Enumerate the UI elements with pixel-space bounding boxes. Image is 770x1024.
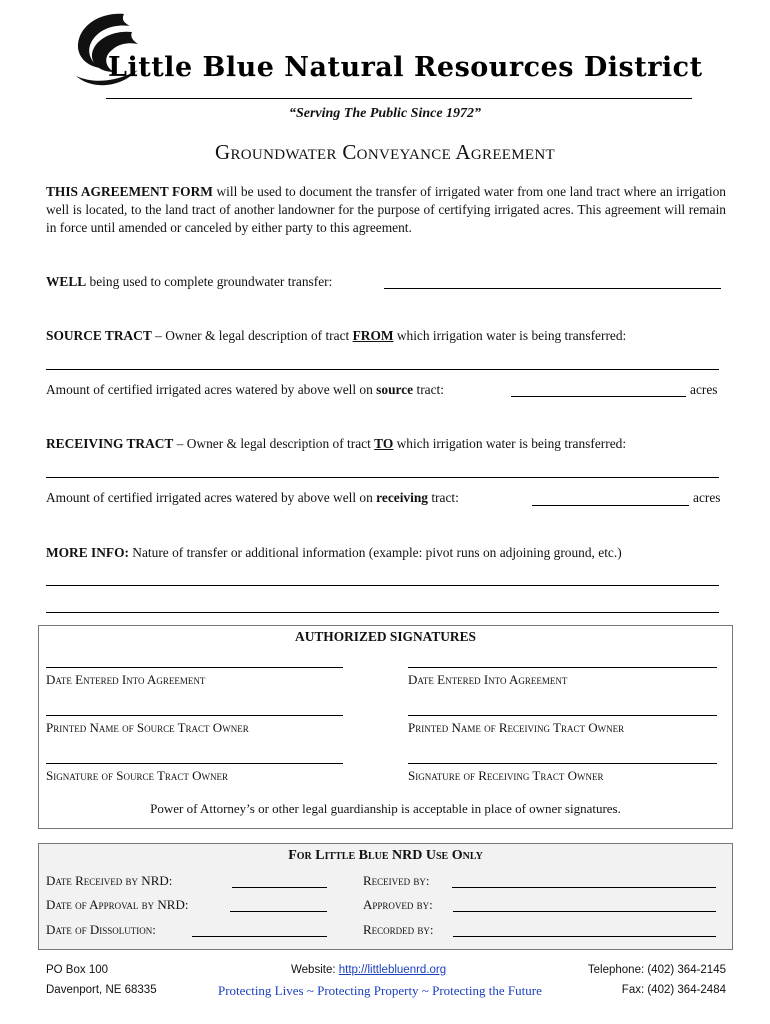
nrd-use-title: For Little Blue NRD Use Only: [288, 848, 483, 863]
footer-po-box: PO Box 100: [46, 964, 109, 976]
source-signature-line[interactable]: [46, 763, 343, 764]
intro-text: will be used to document the transfer of irrigated water from one land tract where an irrigation well is located, to the land tract of another landowner for the purpose of certifying irrigated acres. This agreement will remain in force until amended or canceled by either party to this agreement.: [46, 184, 727, 236]
source-text-after: which irrigation water is being transferred:: [393, 328, 627, 343]
approved-by-label: Approved by:: [363, 897, 433, 912]
source-text-before: – Owner & legal description of tract: [151, 328, 353, 343]
source-acres-emph: source: [376, 382, 414, 397]
source-acres-before: Amount of certified irrigated acres watered by above well on: [46, 382, 377, 397]
nrd-use-only-box: [38, 843, 733, 950]
receiving-tract-line: [46, 436, 626, 452]
footer-city: Davenport, NE 68335: [46, 984, 157, 996]
date-dissolution-label: Date of Dissolution:: [46, 922, 156, 937]
authorized-signatures-box: [38, 625, 733, 829]
receiving-acres-before: Amount of certified irrigated acres watered by above well on: [46, 490, 377, 505]
receiving-acres-line: [46, 490, 459, 506]
tagline: “Serving The Public Since 1972”: [288, 106, 482, 121]
receiving-date-label: Date Entered Into Agreement: [408, 672, 568, 687]
header-divider: [106, 98, 692, 99]
receiving-acres-emph: receiving: [376, 490, 428, 505]
document-title: Groundwater Conveyance Agreement: [215, 140, 555, 164]
receiving-acres-input-line[interactable]: [532, 505, 689, 506]
footer-website-label: Website:: [291, 964, 339, 976]
recorded-by-field[interactable]: [453, 936, 716, 937]
received-by-field[interactable]: [452, 887, 716, 888]
receiving-acres-unit: acres: [693, 490, 721, 505]
intro-lead: THIS AGREEMENT FORM: [46, 184, 213, 199]
source-acres-input-line[interactable]: [511, 396, 686, 397]
source-description-input-line[interactable]: [46, 369, 719, 370]
source-acres-after: tract:: [413, 382, 444, 397]
receiving-text-before: – Owner & legal description of tract: [173, 436, 375, 451]
more-info-line: [46, 545, 622, 561]
more-info-lead: MORE INFO:: [46, 545, 129, 560]
source-date-signature-line[interactable]: [46, 667, 343, 668]
approved-by-field[interactable]: [453, 911, 716, 912]
well-lead: WELL: [46, 274, 87, 289]
source-date-label: Date Entered Into Agreement: [46, 672, 206, 687]
source-printed-name-label: Printed Name of Source Tract Owner: [46, 720, 249, 735]
receiving-printed-name-label: Printed Name of Receiving Tract Owner: [408, 720, 625, 735]
well-text: being used to complete groundwater transfer:: [86, 274, 333, 289]
received-by-label: Received by:: [363, 873, 430, 888]
source-acres-line: [46, 382, 444, 398]
source-signature-label: Signature of Source Tract Owner: [46, 768, 229, 783]
source-tract-line: [46, 328, 626, 344]
receiving-signature-label: Signature of Receiving Tract Owner: [408, 768, 604, 783]
receiving-text-after: which irrigation water is being transferred:: [393, 436, 627, 451]
date-approval-field[interactable]: [230, 911, 327, 912]
more-info-input-line-1[interactable]: [46, 585, 719, 586]
footer-fax: Fax: (402) 364-2484: [621, 984, 726, 996]
receiving-acres-after: tract:: [427, 490, 459, 505]
well-input-line[interactable]: [384, 288, 721, 289]
source-acres-unit: acres: [690, 382, 718, 397]
intro-paragraph: [46, 183, 726, 238]
receiving-description-input-line[interactable]: [46, 477, 719, 478]
more-info-input-line-2[interactable]: [46, 612, 719, 613]
receiving-emph: TO: [374, 436, 394, 451]
date-approval-label: Date of Approval by NRD:: [46, 897, 189, 912]
well-line: [46, 274, 332, 290]
footer-slogan: Protecting Lives ~ Protecting Property ~ Protecting the Future: [218, 983, 542, 998]
footer-website: [291, 964, 446, 976]
more-info-text: Nature of transfer or additional information (example: pivot runs on adjoining ground, etc.): [128, 545, 622, 560]
source-lead: SOURCE TRACT: [46, 328, 152, 343]
guardianship-note: Power of Attorney’s or other legal guardianship is acceptable in place of owner signatures.: [150, 801, 621, 816]
organization-name: Little Blue Natural Resources District: [108, 52, 703, 83]
receiving-signature-line[interactable]: [408, 763, 717, 764]
receiving-date-signature-line[interactable]: [408, 667, 717, 668]
recorded-by-label: Recorded by:: [363, 922, 434, 937]
receiving-printed-name-line[interactable]: [408, 715, 717, 716]
source-emph: FROM: [352, 328, 394, 343]
receiving-lead: RECEIVING TRACT: [46, 436, 174, 451]
signatures-title: AUTHORIZED SIGNATURES: [295, 629, 476, 644]
date-received-field[interactable]: [232, 887, 327, 888]
date-received-label: Date Received by NRD:: [46, 873, 173, 888]
date-dissolution-field[interactable]: [192, 936, 327, 937]
website-link[interactable]: http://littlebluenrd.org: [338, 964, 447, 976]
source-printed-name-line[interactable]: [46, 715, 343, 716]
footer-telephone: Telephone: (402) 364-2145: [587, 964, 726, 976]
